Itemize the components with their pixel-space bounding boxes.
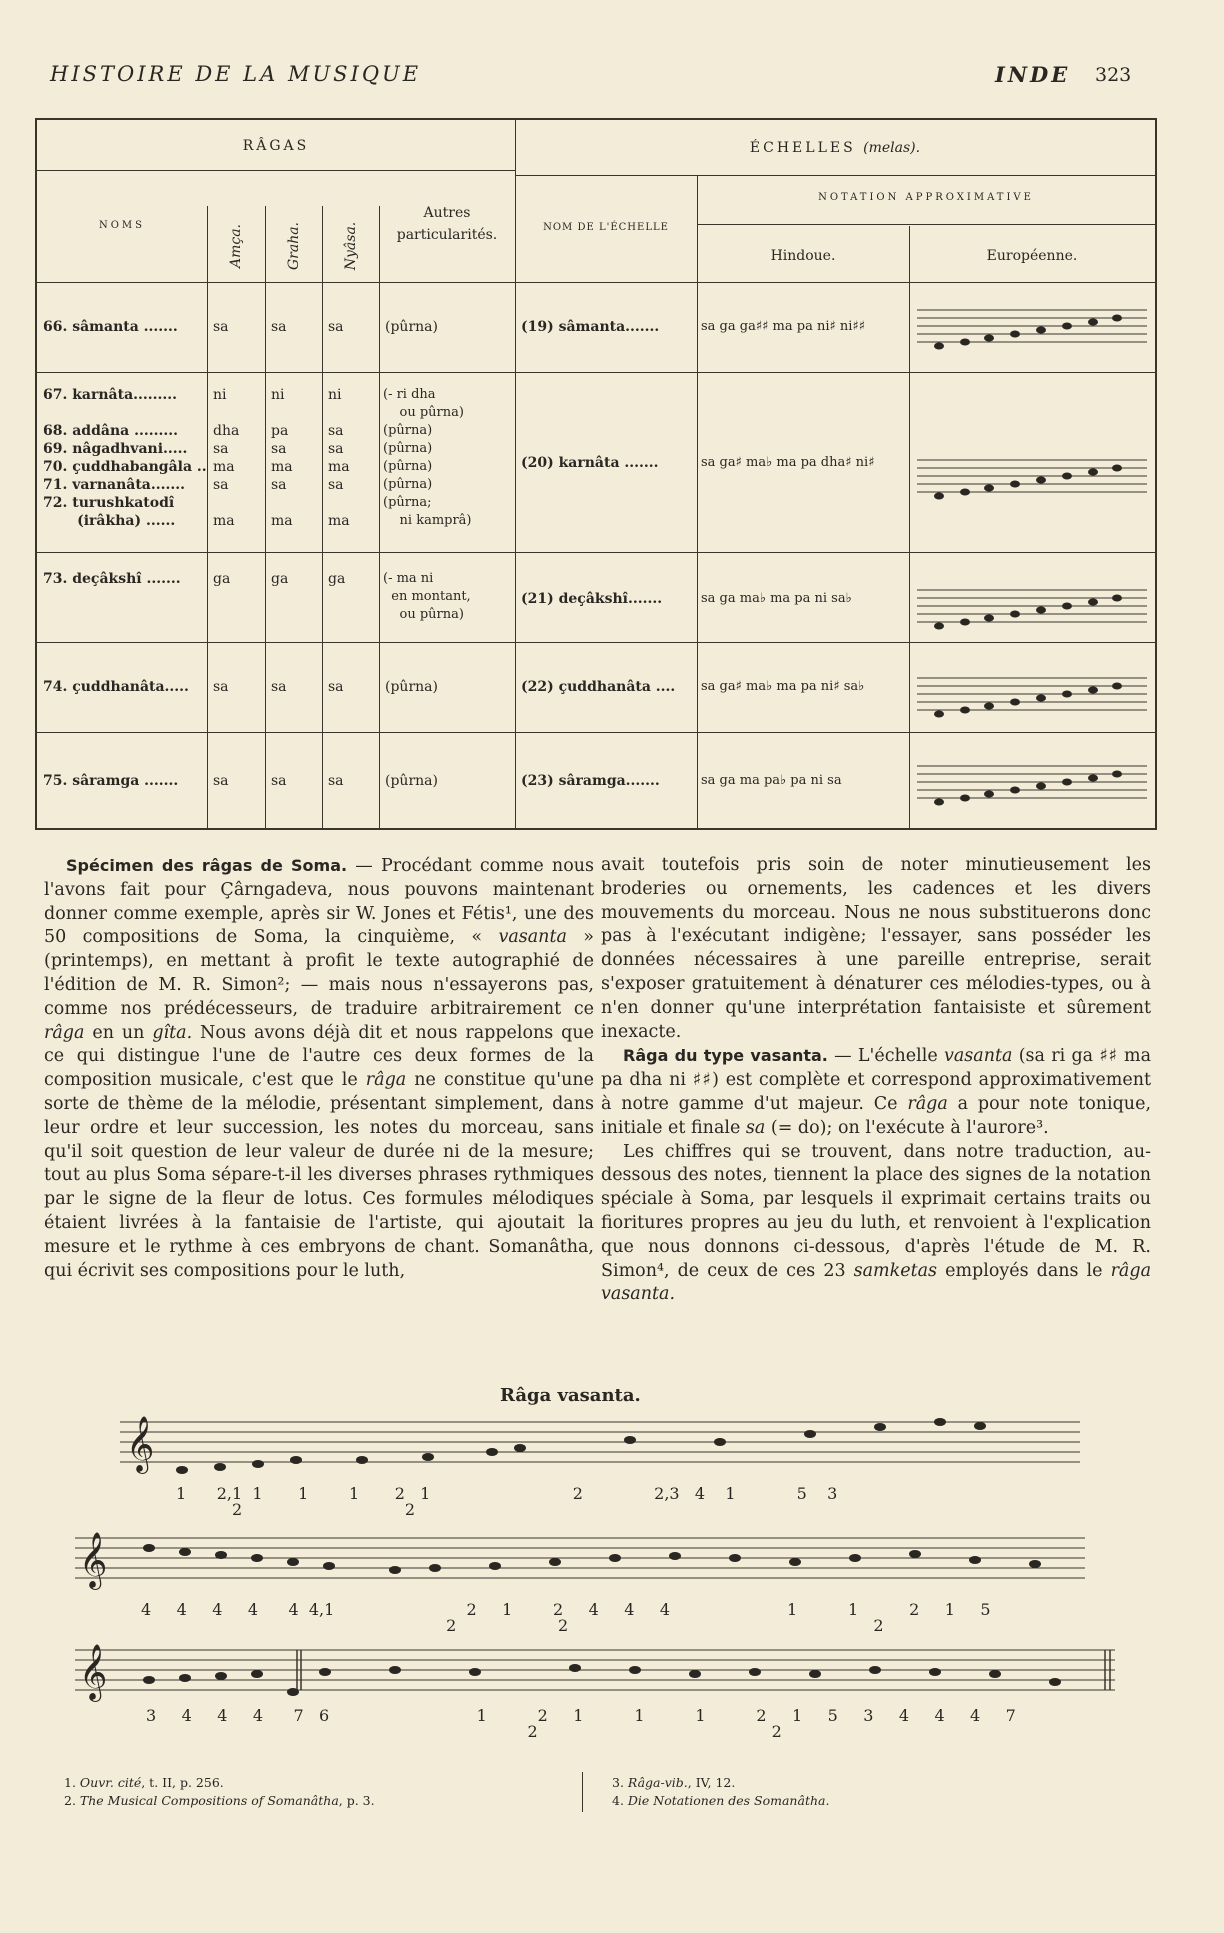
row-20-hindoue: sa ga♯ ma♭ ma pa dha♯ ni♯ <box>701 455 875 470</box>
staff-cuddhanata <box>917 668 1147 728</box>
footnote-divider <box>582 1772 583 1812</box>
header-nom-echelle: NOM DE L'ÉCHELLE <box>543 222 669 233</box>
row-66-nyasa: sa <box>328 319 344 335</box>
row-67-72-noms: 67. karnâta......... 68. addâna ......... 69. nâgadhvani..... 70. çuddhabangâla .. 71. varnanâta....... 72. turushkatodî (irâkha) ...... <box>43 387 207 529</box>
row-74-graha: sa <box>271 679 287 695</box>
page-number: 323 <box>1095 64 1132 86</box>
paragraph: Spécimen des râgas de Soma. — Procédant comme nous l'avons fait pour Çârngadeva, nous pouvons maintenant donner comme exemple, après sir W. Jones et Fétis¹, une des 50 compositions de Soma, la cinquième, « vasanta » (printemps), en mettant à profit le texte autographié de l'édition de M. R. Simon²; — mais nous n'essayerons pas, comme nos prédécesseurs, de traduire arbitrairement ce râga en un gîta. Nous avons déjà dit et nous rappelons que ce qui distingue l'une de l'autre ces deux formes de la composition musicale, c'est que le râga ne constitue qu'une sorte de thème de la mélodie, présentant simplement, dans leur ordre et leur succession, les notes du morceau, sans qu'il soit question de leur valeur de durée ni de la mesure; tout au plus Soma sépare-t-il les diverses phrases rythmiques par le signe de la fleur de lotus. Ces formules mélodiques étaient livrées à la fantaisie de l'artiste, qui ajoutait la mesure et le rythme à ces embryons de chant. Somanâtha, qui écrivit ses compositions pour le luth, <box>44 856 595 1281</box>
row-67-72-autres: (- ri dha ou pûrna) (pûrna) (pûrna) (pûrna) (pûrna) (pûrna; ni kamprâ) <box>383 387 472 528</box>
paragraph: Râga du type vasanta. — L'échelle vasanta (sa ri ga ♯♯ ma pa dha ni ♯♯) est complète et correspond approximativement à notre gamme d'ut majeur. Ce râga a pour note tonique, initiale et finale sa (= do); on l'exécute à l'aurore³. <box>601 1046 1152 1138</box>
header-europeenne: Européenne. <box>986 248 1078 264</box>
svg-text:𝄞: 𝄞 <box>79 1644 108 1700</box>
row-22-hindoue: sa ga♯ ma♭ ma pa ni♯ sa♭ <box>701 679 865 694</box>
staff-decakshi <box>917 580 1147 640</box>
divider <box>322 206 323 828</box>
row-22-echelle: (22) çuddhanâta .... <box>521 679 676 695</box>
row-74-autres: (pûrna) <box>385 679 438 695</box>
row-21-hindoue: sa ga ma♭ ma pa ni sa♭ <box>701 591 852 606</box>
divider <box>379 206 380 828</box>
svg-text:𝄞: 𝄞 <box>79 1532 108 1588</box>
svg-text:𝄞: 𝄞 <box>126 1416 155 1472</box>
divider <box>37 372 1155 373</box>
running-head-title: HISTOIRE DE LA MUSIQUE <box>50 62 422 86</box>
row-74-amca: sa <box>213 679 229 695</box>
row-75-nyasa: sa <box>328 773 344 789</box>
row-21-echelle: (21) deçâkshî....... <box>521 591 663 607</box>
row-75-noms: 75. sâramga ....... <box>43 773 179 789</box>
header-graha: Graha. <box>286 221 302 271</box>
music-numbers-3-top: 3 4 4 4 7 6 1 2 1 1 1 2 1 5 3 4 4 4 7 <box>146 1706 1016 1725</box>
staff-samanta <box>917 300 1147 360</box>
row-66-amca: sa <box>213 319 229 335</box>
row-73-autres: (- ma ni en montant, ou pûrna) <box>383 571 471 622</box>
divider <box>37 642 1155 643</box>
header-amca: Amça. <box>228 223 244 269</box>
music-numbers-1-top: 1 2,1 1 1 1 2 1 2 2,3 4 1 5 3 <box>176 1484 838 1503</box>
row-23-hindoue: sa ga ma pa♭ pa ni sa <box>701 773 842 788</box>
music-numbers-2-bottom: 2 2 2 <box>141 1616 884 1635</box>
row-23-echelle: (23) sâramga....... <box>521 773 660 789</box>
row-75-autres: (pûrna) <box>385 773 438 789</box>
footnote-3: 3. Râga-vib., IV, 12. <box>612 1775 736 1790</box>
header-nyasa: Nyâsa. <box>343 221 359 271</box>
divider <box>697 175 698 828</box>
row-66-autres: (pûrna) <box>385 319 438 335</box>
row-73-nyasa: ga <box>328 571 346 587</box>
footnote-2: 2. The Musical Compositions of Somanâtha, p. 3. <box>64 1793 375 1808</box>
row-66-echelle: (19) sâmanta....... <box>521 319 660 335</box>
running-head-section: INDE <box>995 62 1071 87</box>
body-column-left <box>44 854 594 1283</box>
row-67-72-graha: ni pa sa ma sa ma <box>271 387 293 529</box>
header-hindoue: Hindoue. <box>770 248 836 264</box>
staff-saramga <box>917 756 1147 816</box>
divider <box>37 552 1155 553</box>
header-echelles: ÉCHELLES (melas). <box>749 140 921 156</box>
divider <box>37 170 515 171</box>
paragraph: Les chiffres qui se trouvent, dans notre traduction, au-dessous des notes, tiennent la place des signes de la notation spéciale à Soma, par lesquels il exprimait certains traits ou fioritures propres au jeu du luth, et renvoient à l'explication que nous donnons ci-dessous, d'après l'étude de M. R. Simon⁴, de ceux de ces 23 samketas employés dans le râga vasanta. <box>601 1141 1151 1305</box>
divider <box>207 206 208 828</box>
divider <box>37 282 1155 283</box>
row-74-noms: 74. çuddhanâta..... <box>43 679 189 695</box>
row-73-noms: 73. deçâkshî ....... <box>43 571 181 587</box>
row-20-echelle: (20) karnâta ....... <box>521 455 659 471</box>
ragas-table <box>35 118 1157 830</box>
header-ragas: RÂGAS <box>242 138 310 154</box>
row-67-72-amca: ni dha sa ma sa ma <box>213 387 240 529</box>
row-73-amca: ga <box>213 571 231 587</box>
row-75-graha: sa <box>271 773 287 789</box>
music-numbers-2-top: 4 4 4 4 4 4,1 2 1 2 4 4 4 1 1 2 1 5 <box>141 1600 991 1619</box>
header-noms: NOMS <box>98 220 146 231</box>
row-74-nyasa: sa <box>328 679 344 695</box>
row-66-graha: sa <box>271 319 287 335</box>
footnote-1: 1. Ouvr. cité, t. II, p. 256. <box>64 1775 224 1790</box>
row-67-72-nyasa: ni sa sa ma sa ma <box>328 387 350 529</box>
music-staff-1 <box>120 1412 1080 1492</box>
staff-karnata <box>917 450 1147 510</box>
music-numbers-3-bottom: 2 2 <box>146 1722 782 1741</box>
divider <box>697 224 1155 225</box>
row-66-noms: 66. sâmanta ....... <box>43 319 178 335</box>
footnote-4: 4. Die Notationen des Somanâtha. <box>612 1793 830 1808</box>
divider <box>37 732 1155 733</box>
divider <box>909 226 910 828</box>
divider <box>515 175 1155 176</box>
paragraph: avait toutefois pris soin de noter minutieusement les broderies ou ornements, les cadences et les divers mouvements du morceau. Nous ne nous substituerons donc pas à l'exécutant indigène; l'essayer, sans posséder les données nécessaires à une pareille entreprise, serait s'exposer gratuitement à dénaturer ces mélodies-types, ou à n'en donner qu'une interprétation fantaisiste et sûrement inexacte. <box>601 855 1151 1042</box>
divider <box>265 206 266 828</box>
music-title: Râga vasanta. <box>500 1385 641 1406</box>
header-autres: Autres particularités. <box>396 205 498 243</box>
row-75-amca: sa <box>213 773 229 789</box>
row-66-hindoue: sa ga ga♯♯ ma pa ni♯ ni♯♯ <box>701 319 866 334</box>
row-73-graha: ga <box>271 571 289 587</box>
music-staff-2 <box>75 1528 1085 1608</box>
header-notation: NOTATION APPROXIMATIVE <box>818 192 1034 203</box>
body-column-right <box>601 854 1151 1307</box>
music-numbers-1-bottom: 2 2 <box>176 1500 416 1519</box>
